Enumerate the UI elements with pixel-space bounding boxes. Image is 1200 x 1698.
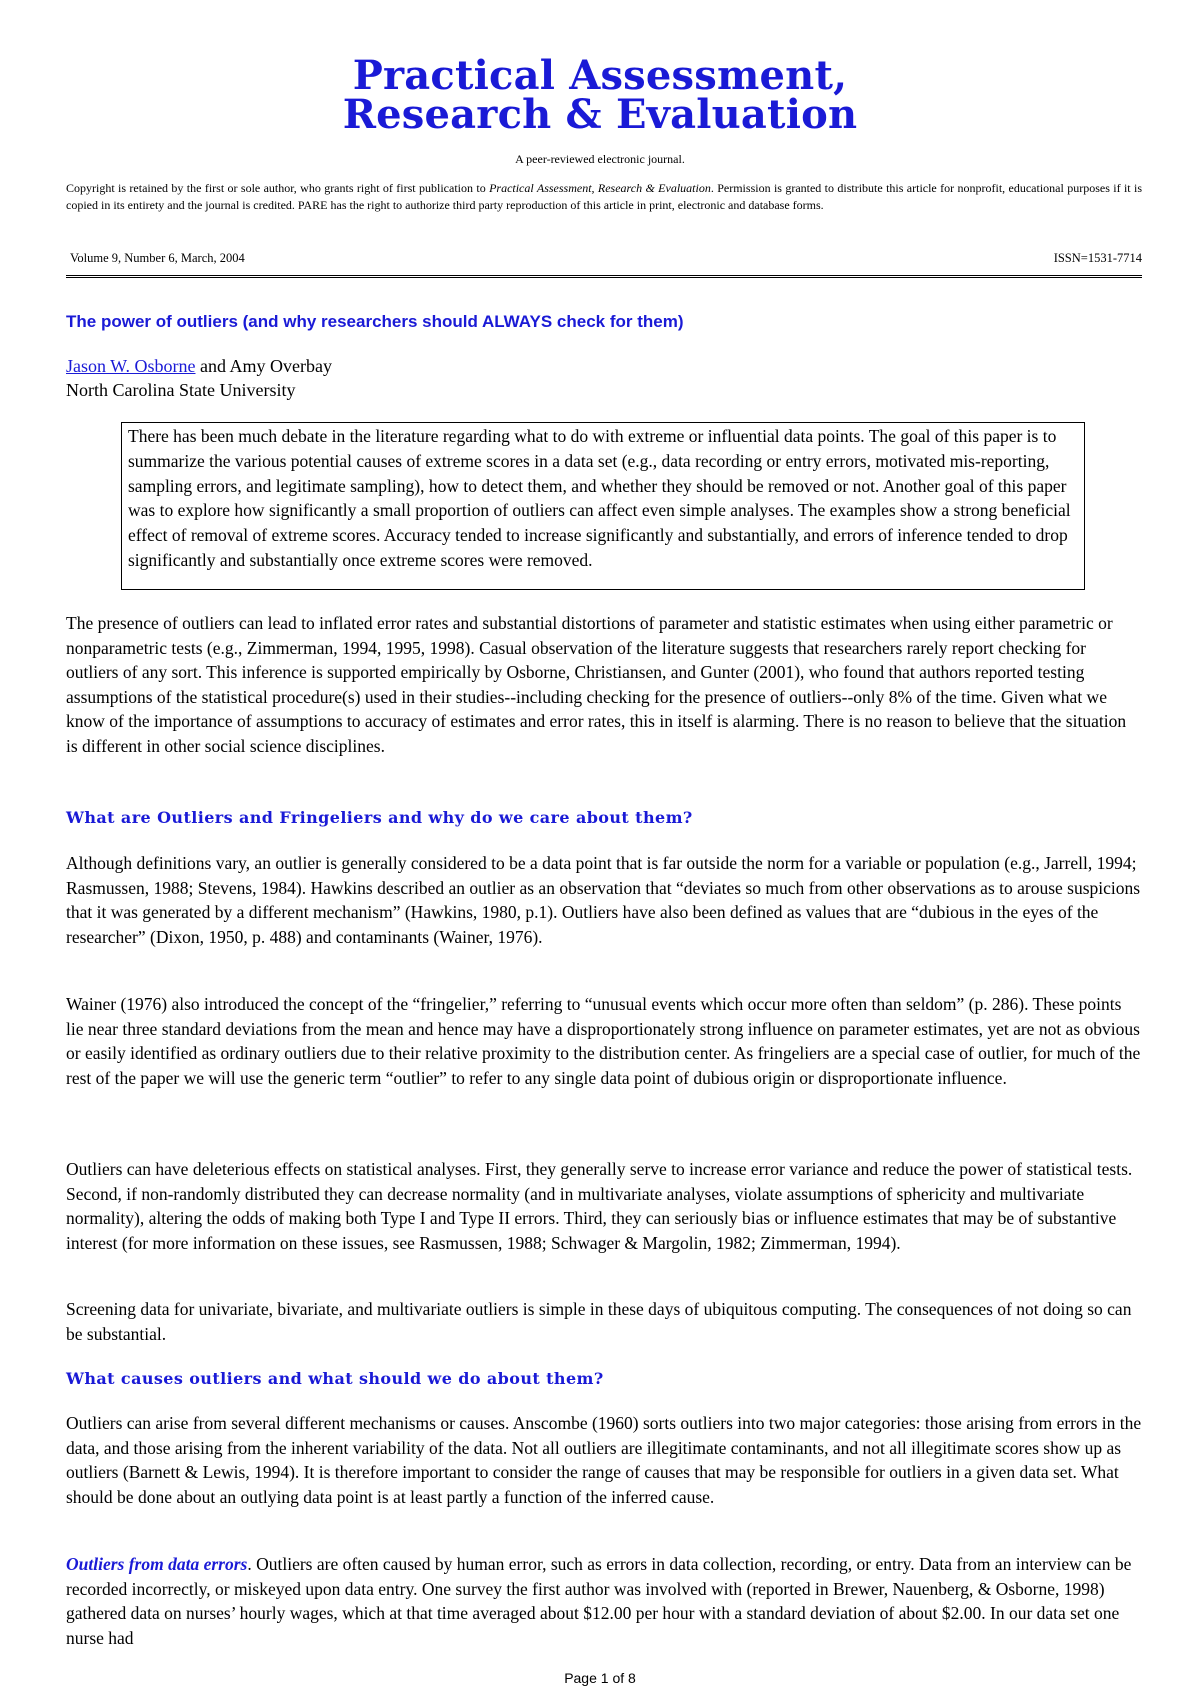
- paragraph-data-errors: [66, 1552, 1142, 1650]
- page-number: Page 1 of 8: [564, 1670, 636, 1686]
- paragraph-data-errors-text: . Outliers are often caused by human error, such as errors in data collection, recording, or entry. Data from an interview can be recorded incorrectly, or miskeyed upon data entry. One survey the first author was involved with (reported in Brewer, Nauenberg, & Osborne, 1998) gathered data on nurses’ hourly wages, which at that time averaged about $12.00 per hour with a standard deviation of about $2.00. In our data set one nurse had: [66, 1554, 1132, 1648]
- issn: ISSN=1531-7714: [1053, 251, 1142, 265]
- paragraph-effects: Outliers can have deleterious effects on statistical analyses. First, they generally serve to increase error variance and reduce the power of statistical tests. Second, if non-randomly distributed they can decrease normality (and in multivariate analyses, violate assumptions of sphericity and multivariate normality), altering the odds of making both Type I and Type II errors. Third, they can seriously bias or influence estimates that may be of substantive interest (for more information on these issues, see Rasmussen, 1988; Schwager & Margolin, 1982; Zimmerman, 1994).: [66, 1159, 1133, 1253]
- section-heading-outliers-fringeliers: What are Outliers and Fringeliers and why do we care about them?: [66, 808, 693, 827]
- journal-title-line-1: Practical Assessment,: [352, 52, 848, 99]
- copyright-notice: [66, 180, 1142, 214]
- author-link-osborne[interactable]: Jason W. Osborne: [66, 356, 196, 376]
- co-author: and Amy Overbay: [195, 356, 332, 376]
- journal-tagline: A peer-reviewed electronic journal.: [515, 152, 685, 166]
- copyright-text-start: Copyright is retained by the first or sole author, who grants right of first publication to: [66, 181, 490, 195]
- header-divider: [66, 275, 1142, 278]
- volume-info: Volume 9, Number 6, March, 2004: [70, 251, 245, 265]
- section-heading-causes: What causes outliers and what should we do about them?: [66, 1369, 604, 1388]
- paragraph-fringelier: Wainer (1976) also introduced the concept of the “fringelier,” referring to “unusual events which occur more often than seldom” (p. 286). These points lie near three standard deviations from the mean and hence may have a disproportionately strong influence on parameter estimates, yet are not as obvious or easily identified as ordinary outliers due to their relative proximity to the distribution center. As fringeliers are a special case of outlier, for much of the rest of the paper we will use the generic term “outlier” to refer to any single data point of dubious origin or disproportionate influence.: [66, 994, 1141, 1088]
- paragraph-intro: The presence of outliers can lead to inflated error rates and substantial distortions of parameter and statistic estimates when using either parametric or nonparametric tests (e.g., Zimmerman, 1994, 1995, 1998). Casual observation of the literature suggests that researchers rarely report checking for outliers of any sort. This inference is supported empirically by Osborne, Christiansen, and Gunter (2001), who found that authors reported testing assumptions of the statistical procedure(s) used in their studies--including checking for the presence of outliers--only 8% of the time. Given what we know of the importance of assumptions to accuracy of estimates and error rates, this in itself is alarming. There is no reason to believe that the situation is different in other social science disciplines.: [66, 613, 1127, 756]
- run-in-heading-data-errors: Outliers from data errors: [66, 1554, 248, 1574]
- abstract-box: There has been much debate in the literature regarding what to do with extreme or influential data points. The goal of this paper is to summarize the various potential causes of extreme scores in a data set (e.g., data recording or entry errors, motivated mis-reporting, sampling errors, and legitimate sampling), how to detect them, and whether they should be removed or not. Another goal of this paper was to explore how significantly a small proportion of outliers can affect even simple analyses. The examples show a strong beneficial effect of removal of extreme scores. Accuracy tended to increase significantly and substantially, and errors of inference tended to drop significantly and substantially once extreme scores were removed.: [121, 422, 1085, 590]
- paragraph-definitions: Although definitions vary, an outlier is generally considered to be a data point that is far outside the norm for a variable or population (e.g., Jarrell, 1994; Rasmussen, 1988; Stevens, 1984). Hawkins described an outlier as an observation that “deviates so much from other observations as to arouse suspicions that it was generated by a different mechanism” (Hawkins, 1980, p.1). Outliers have also been defined as values that are “dubious in the eyes of the researcher” (Dixon, 1950, p. 488) and contaminants (Wainer, 1976).: [66, 853, 1141, 947]
- article-title: The power of outliers (and why researchers should ALWAYS check for them): [66, 312, 684, 331]
- author-line: [66, 354, 332, 378]
- affiliation: North Carolina State University: [66, 380, 296, 400]
- paragraph-causes: Outliers can arise from several different mechanisms or causes. Anscombe (1960) sorts outliers into two major categories: those arising from errors in the data, and those arising from the inherent variability of the data. Not all outliers are illegitimate contaminants, and not all illegitimate scores show up as outliers (Barnett & Lewis, 1994). It is therefore important to consider the range of causes that may be responsible for outliers in a given data set. What should be done about an outlying data point is at least partly a function of the inferred cause.: [66, 1413, 1142, 1507]
- author-block: [66, 354, 332, 402]
- journal-title-line-2: Research & Evaluation: [342, 91, 858, 138]
- paragraph-screening: Screening data for univariate, bivariate, and multivariate outliers is simple in these days of ubiquitous computing. The consequences of not doing so can be substantial.: [66, 1299, 1132, 1344]
- copyright-text-end: . Permission is granted to distribute this article for nonprofit, educational purposes if it is copied in its entirety and the journal is credited. PARE has the right to authorize third party reproduction of this article in print, electronic and database forms.: [66, 181, 1142, 212]
- copyright-journal-name: Practical Assessment, Research & Evaluation: [489, 181, 711, 195]
